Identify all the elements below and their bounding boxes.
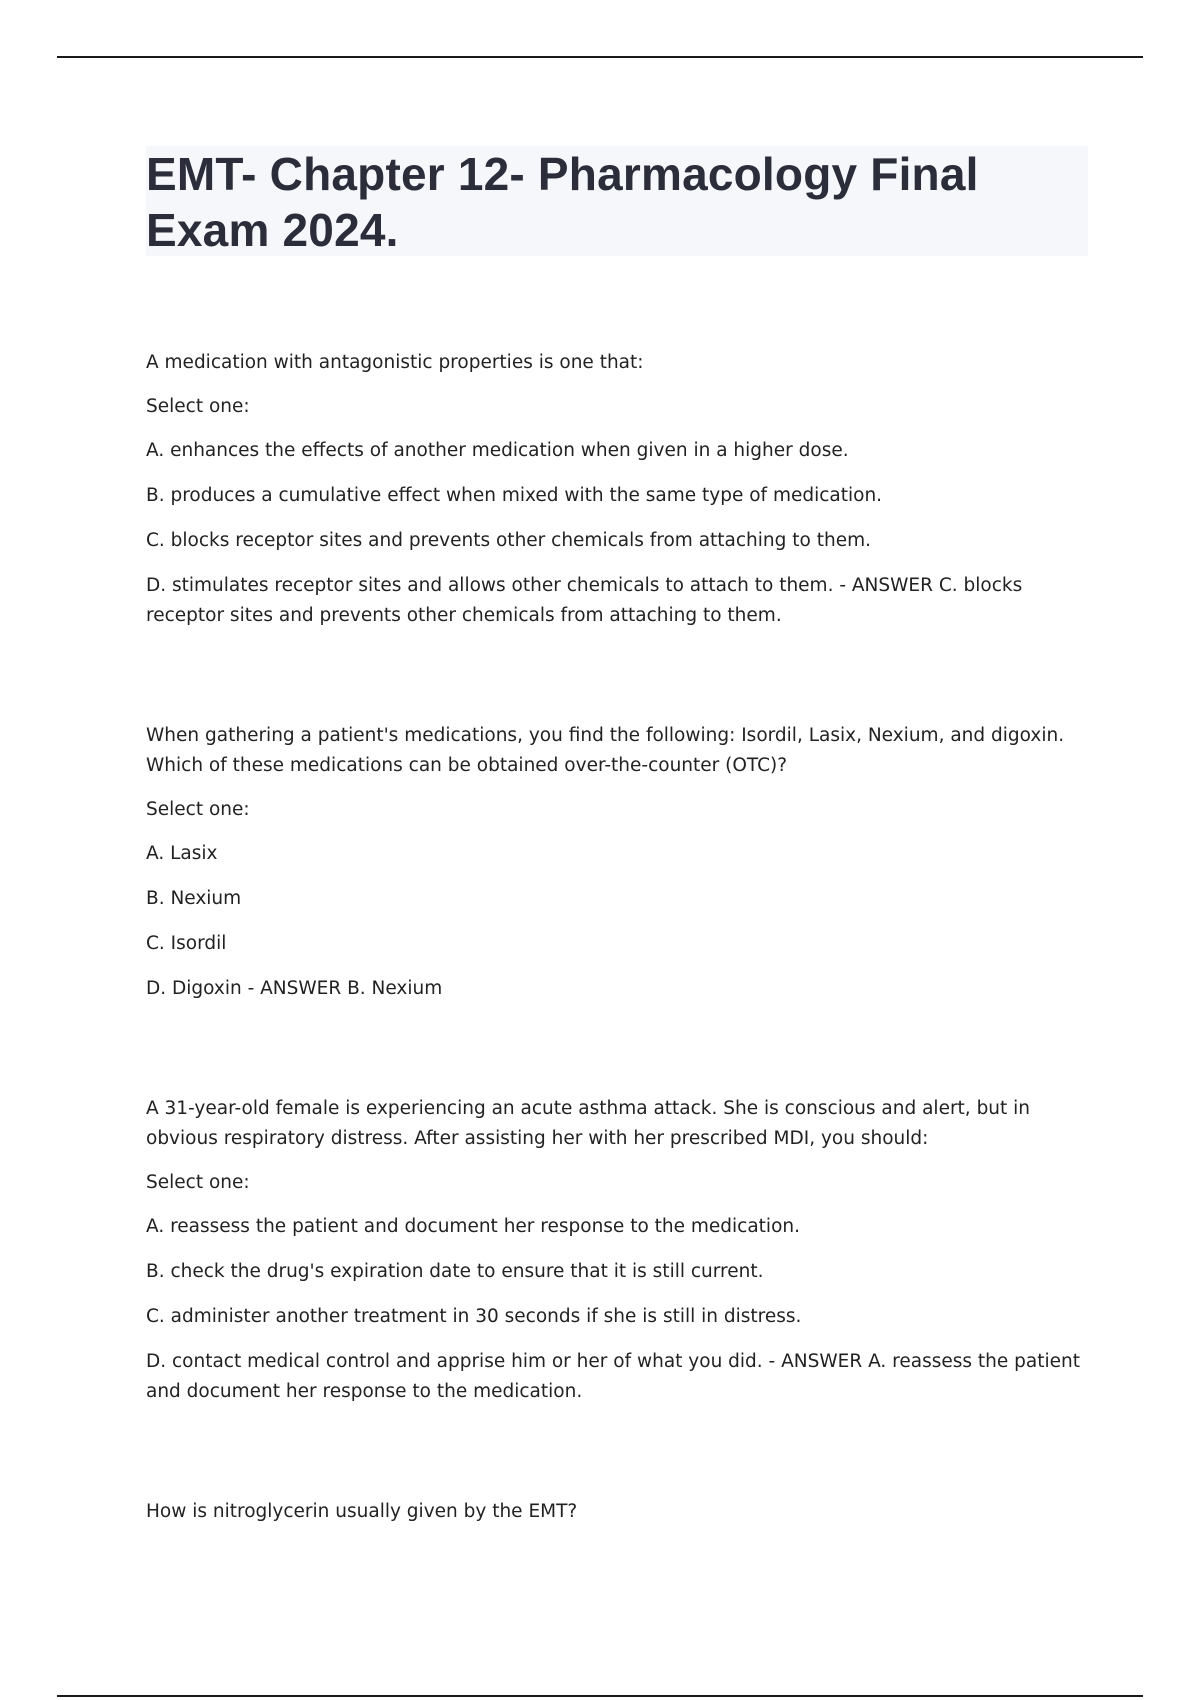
question-text: When gathering a patient's medications, you find the following: Isordil, Lasix, Nexium, and digoxin. Which of these medications can be obtained over-the-counter (OTC)? <box>146 725 1065 776</box>
top-rule <box>57 56 1143 58</box>
answer-option-b: B. Nexium <box>146 888 242 909</box>
document-title: EMT- Chapter 12- Pharmacology Final Exam 2024. <box>146 148 979 256</box>
question-1 <box>146 348 1096 631</box>
select-one-label: Select one: <box>146 396 250 417</box>
answer-option-d-with-answer: D. contact medical control and apprise him or her of what you did. - ANSWER A. reassess the patient and document her response to the medication. <box>146 1351 1080 1402</box>
answer-option-a: A. enhances the effects of another medication when given in a higher dose. <box>146 440 849 461</box>
select-one-label: Select one: <box>146 1172 250 1193</box>
answer-option-d-with-answer: D. stimulates receptor sites and allows other chemicals to attach to them. - ANSWER C. blocks receptor sites and prevents other chemicals from attaching to them. <box>146 575 1023 626</box>
question-text: A medication with antagonistic properties is one that: <box>146 352 644 373</box>
question-text: How is nitroglycerin usually given by the EMT? <box>146 1501 578 1522</box>
answer-option-b: B. check the drug's expiration date to ensure that it is still current. <box>146 1261 764 1282</box>
select-one-label: Select one: <box>146 799 250 820</box>
answer-option-d-with-answer: D. Digoxin - ANSWER B. Nexium <box>146 978 443 999</box>
answer-option-c: C. blocks receptor sites and prevents other chemicals from attaching to them. <box>146 530 871 551</box>
answer-option-a: A. Lasix <box>146 843 218 864</box>
answer-option-b: B. produces a cumulative effect when mixed with the same type of medication. <box>146 485 883 506</box>
question-3 <box>146 1094 1096 1407</box>
question-2 <box>146 721 1096 1004</box>
title-banner <box>146 146 1088 256</box>
question-text: A 31-year-old female is experiencing an acute asthma attack. She is conscious and alert, but in obvious respiratory distress. After assisting her with her prescribed MDI, you should: <box>146 1098 1031 1149</box>
question-4 <box>146 1497 1096 1527</box>
bottom-rule <box>57 1695 1143 1697</box>
answer-option-c: C. administer another treatment in 30 seconds if she is still in distress. <box>146 1306 802 1327</box>
document-body <box>146 348 1096 1617</box>
answer-option-c: C. Isordil <box>146 933 227 954</box>
answer-option-a: A. reassess the patient and document her response to the medication. <box>146 1216 800 1237</box>
